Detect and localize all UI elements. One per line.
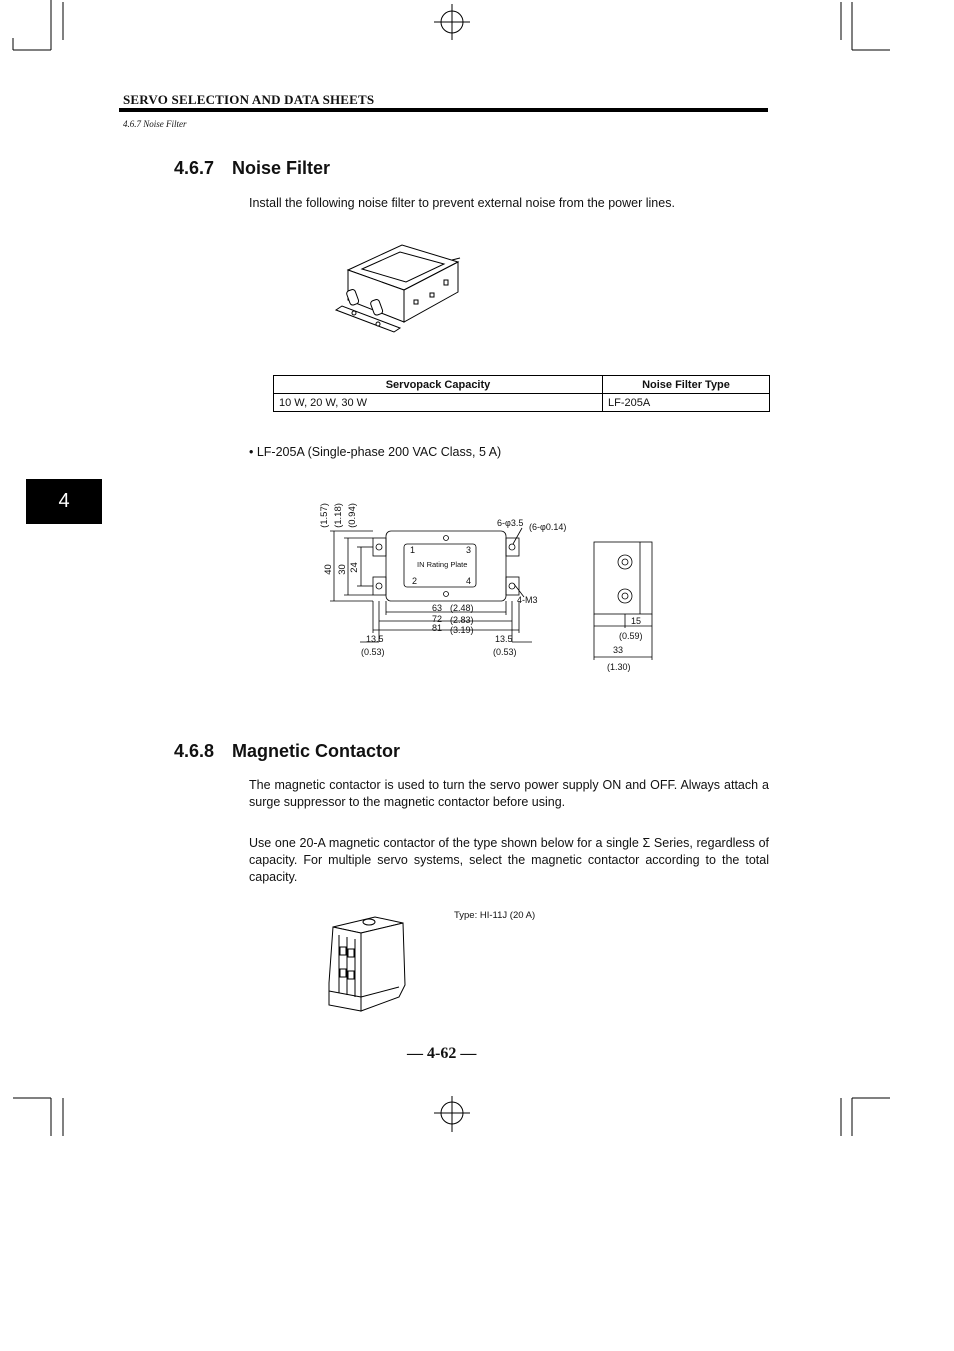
section-title: Magnetic Contactor [232,741,401,761]
dim-label: (2.48) [450,603,474,613]
table-cell: 10 W, 20 W, 30 W [274,394,603,412]
dim-label: (6-φ0.14) [529,522,567,532]
running-subhead: 4.6.7 Noise Filter [123,119,187,129]
section-title: Noise Filter [232,158,331,178]
section-heading-magnetic-contactor [174,741,400,762]
magnetic-contactor-illustration [325,913,407,1013]
bullet-lf205a: • LF-205A (Single-phase 200 VAC Class, 5 A) [249,445,502,459]
noise-filter-intro: Install the following noise filter to prevent external noise from the power lines. [249,196,675,210]
dim-label: 30 [336,564,348,575]
header-rule [119,108,768,112]
dim-label: 6-φ3.5 [497,518,524,528]
dim-label: (0.94) [346,503,358,528]
dim-label: (3.19) [450,625,474,635]
dim-label: 24 [348,562,360,573]
terminal-label: 3 [466,545,472,555]
chapter-tab: 4 [26,479,102,524]
rating-plate-label: IN Rating Plate [417,560,468,569]
table-header: Servopack Capacity [274,376,603,394]
noise-filter-illustration [334,240,464,335]
dim-label: (0.53) [361,647,385,657]
table-cell: LF-205A [603,394,770,412]
magnetic-contactor-para1: The magnetic contactor is used to turn the servo power supply ON and OFF. Always attach a surge suppressor to the magnetic contactor before using. [249,778,769,809]
dim-label: (1.18) [332,503,344,528]
dim-label: 4-M3 [517,595,538,605]
terminal-label: 4 [466,576,472,586]
dim-label: (1.30) [607,662,631,672]
terminal-label: 1 [410,545,416,555]
noise-filter-table [273,375,770,412]
page-number: — 4-62 — [407,1045,477,1062]
dim-label: 72 [432,614,443,624]
dim-label: 81 [432,623,443,633]
section-number: 4.6.7 [174,158,215,178]
dim-label: 13.5 [495,634,513,644]
running-head: SERVO SELECTION AND DATA SHEETS [123,92,375,107]
magnetic-contactor-para2: Use one 20-A magnetic contactor of the type shown below for a single Σ Series, regardless of capacity. For multiple servo systems, select the magnetic contactor according to the total capacity. [249,836,769,884]
section-heading-noise-filter [174,158,330,179]
dim-label: 63 [432,603,443,613]
section-number: 4.6.8 [174,741,215,761]
table-header-row [274,376,770,394]
dim-label: 33 [613,645,624,655]
dim-label: 13.5 [366,634,384,644]
terminal-label: 2 [412,576,418,586]
contactor-type-label: Type: HI-11J (20 A) [454,910,536,921]
dim-label: 15 [631,616,642,626]
dim-label: (0.53) [493,647,517,657]
dim-label: (0.59) [619,631,643,641]
dim-label: 40 [322,564,334,575]
dimension-drawing [318,500,658,675]
dim-label: (2.83) [450,615,474,625]
table-row [274,394,770,412]
dim-label: (1.57) [318,503,330,528]
table-header: Noise Filter Type [603,376,770,394]
